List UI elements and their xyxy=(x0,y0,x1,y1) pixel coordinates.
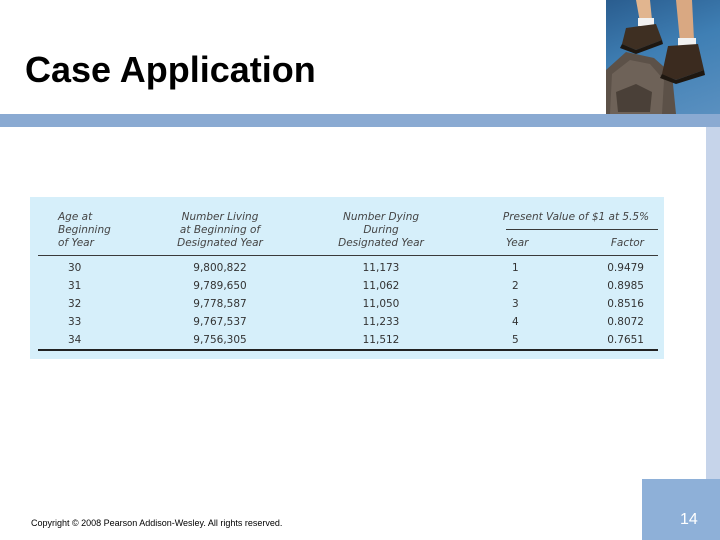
cell-factor: 0.8516 xyxy=(607,298,644,310)
mortality-table xyxy=(30,197,664,359)
cell-dying: 11,512 xyxy=(362,334,400,346)
header-age-line-2: Beginning xyxy=(58,224,111,236)
cell-dying: 11,050 xyxy=(362,298,400,310)
cell-year: 2 xyxy=(512,280,519,292)
cell-dying: 11,233 xyxy=(362,316,400,328)
cell-age: 33 xyxy=(68,316,82,328)
cell-factor: 0.8072 xyxy=(607,316,644,328)
header-dying-line-3: Designated Year xyxy=(338,237,424,249)
cell-dying: 11,173 xyxy=(362,262,400,274)
slide-title: Case Application xyxy=(25,49,316,90)
header-dying-line-1: Number Dying xyxy=(342,211,420,223)
cell-year: 5 xyxy=(512,334,519,346)
cell-factor: 0.7651 xyxy=(607,334,644,346)
header-divider-bar xyxy=(0,114,720,127)
header-age-line-3: of Year xyxy=(58,237,94,249)
header-dying-line-2: During xyxy=(363,224,399,236)
header-factor: Factor xyxy=(610,237,644,249)
cell-living: 9,767,537 xyxy=(193,316,247,328)
cell-factor: 0.9479 xyxy=(607,262,644,274)
header-living-line-1: Number Living xyxy=(181,211,259,223)
copyright-footer: Copyright © 2008 Pearson Addison-Wesley. All rights reserved. xyxy=(31,518,283,528)
cell-year: 4 xyxy=(512,316,519,328)
header-age-line-1: Age at xyxy=(58,211,93,223)
cell-living: 9,800,822 xyxy=(193,262,247,274)
hiker-boots-on-rock-image xyxy=(606,0,720,114)
cell-age: 34 xyxy=(68,334,82,346)
cell-living: 9,778,587 xyxy=(193,298,247,310)
cell-age: 30 xyxy=(68,262,82,274)
cell-age: 32 xyxy=(68,298,82,310)
cell-dying: 11,062 xyxy=(362,280,400,292)
cell-year: 3 xyxy=(512,298,519,310)
cell-factor: 0.8985 xyxy=(607,280,644,292)
header-rule xyxy=(38,255,658,256)
cell-year: 1 xyxy=(512,262,519,274)
header-group-rule xyxy=(506,229,658,230)
header-living-line-2: at Beginning of xyxy=(179,224,261,236)
header-present-value-group: Present Value of $1 at 5.5% xyxy=(502,211,650,223)
header-year: Year xyxy=(506,237,529,249)
cell-living: 9,789,650 xyxy=(193,280,247,292)
page-number: 14 xyxy=(680,511,698,528)
cell-living: 9,756,305 xyxy=(193,334,247,346)
header-living-line-3: Designated Year xyxy=(177,237,263,249)
table-bottom-rule xyxy=(38,349,658,351)
cell-age: 31 xyxy=(68,280,82,292)
page-number-box xyxy=(642,479,720,540)
hiker-boots-image xyxy=(606,0,720,114)
